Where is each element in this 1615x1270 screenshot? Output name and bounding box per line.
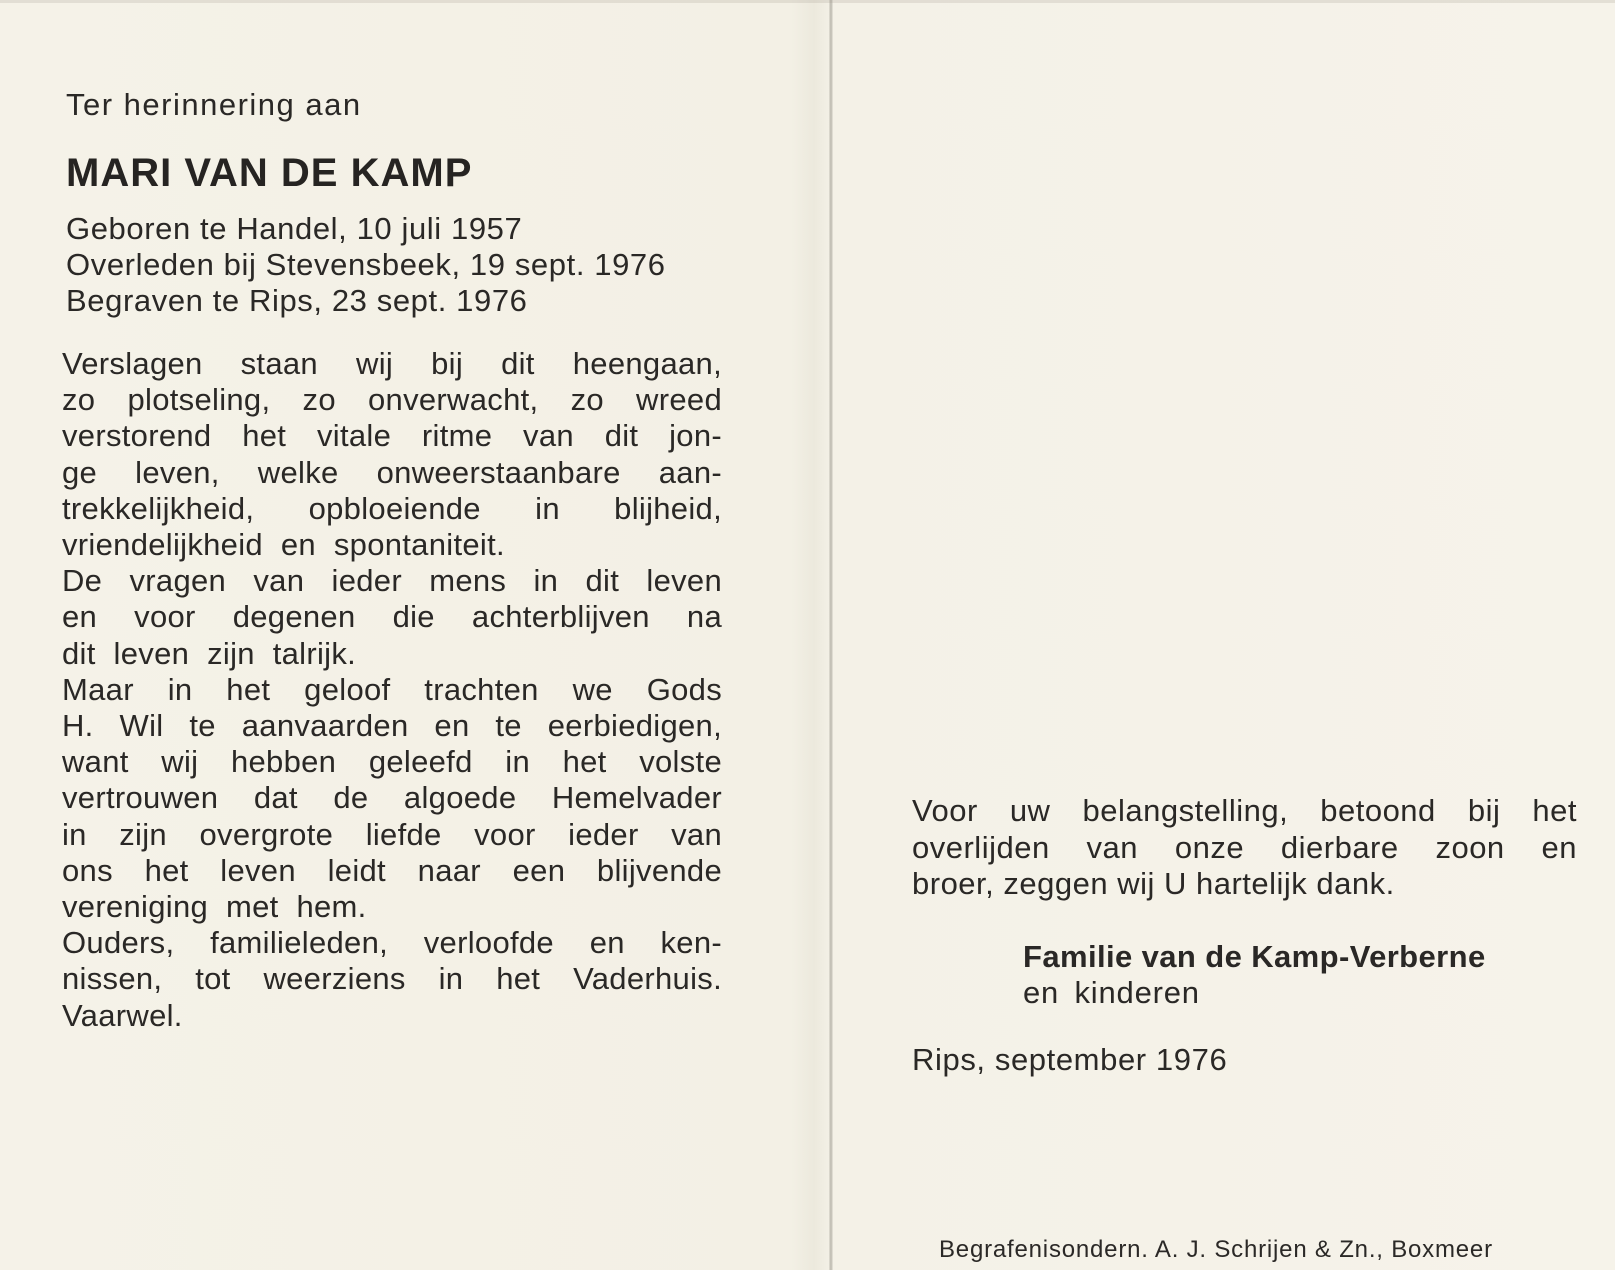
birth-line: Geboren te Handel, 10 juli 1957 [66,211,523,246]
memorial-text-line: trekkelijkheid, opbloeiende in blijheid, [62,490,722,526]
card-top-edge [0,0,1615,3]
memorial-text-line: en voor degenen die achterblijven na [62,599,722,635]
left-panel [62,86,742,1034]
memorial-text-line: dit leven zijn talrijk. [62,635,357,671]
thanks-text [912,793,1577,903]
undertaker-credit: Begrafenisondern. A. J. Schrijen & Zn., Boxmeer [939,1236,1493,1263]
memorial-text-line: Vaarwel. [62,997,183,1033]
memorial-text-line: Verslagen staan wij bij dit heengaan, [62,346,722,381]
place-date: Rips, september 1976 [912,1041,1228,1077]
family-signature [912,938,1577,1010]
memorial-text-line: nissen, tot weerziens in het Vaderhuis. [62,961,722,997]
life-dates [62,211,742,319]
thanks-text-line: overlijden van onze dierbare zoon en [912,829,1577,865]
thanks-text-line: Voor uw belangstelling, betoond bij het [912,793,1577,828]
memorial-text-line: vertrouwen dat de algoede Hemelvader [62,780,722,816]
memorial-text-line: ge leven, welke onweerstaanbare aan- [62,454,722,490]
memorial-text-line: verstorend het vitale ritme van dit jon- [62,418,722,454]
memorial-text-line: De vragen van ieder mens in dit leven [62,563,722,599]
intro-text: Ter herinnering aan [66,87,362,122]
right-panel [912,793,1577,1080]
deceased-name: MARI VAN DE KAMP [66,151,473,195]
memorial-text-line: Maar in het geloof trachten we Gods [62,671,722,707]
memorial-text-line: vereniging met hem. [62,889,367,925]
memorial-text-line: Ouders, familieleden, verloofde en ken- [62,925,722,961]
family-name: Familie van de Kamp-Verberne [1023,938,1486,974]
memorial-text-line: want wij hebben geleefd in het volste [62,744,722,780]
card-fold-line [829,0,833,1270]
death-line: Overleden bij Stevensbeek, 19 sept. 1976 [66,247,666,282]
burial-line: Begraven te Rips, 23 sept. 1976 [66,283,528,318]
memorial-text-line: ons het leven leidt naar een blijvende [62,852,722,888]
memorial-text-line: H. Wil te aanvaarden en te eerbiedigen, [62,708,722,744]
thanks-text-line: broer, zeggen wij U hartelijk dank. [912,866,1395,901]
memorial-text-line: zo plotseling, zo onverwacht, zo wreed [62,382,722,418]
memorial-text [62,346,742,1034]
memorial-text-line: in zijn overgrote liefde voor ieder van [62,816,722,852]
memorial-text-line: vriendelijkheid en spontaniteit. [62,527,505,563]
family-subline: en kinderen [1023,974,1200,1010]
